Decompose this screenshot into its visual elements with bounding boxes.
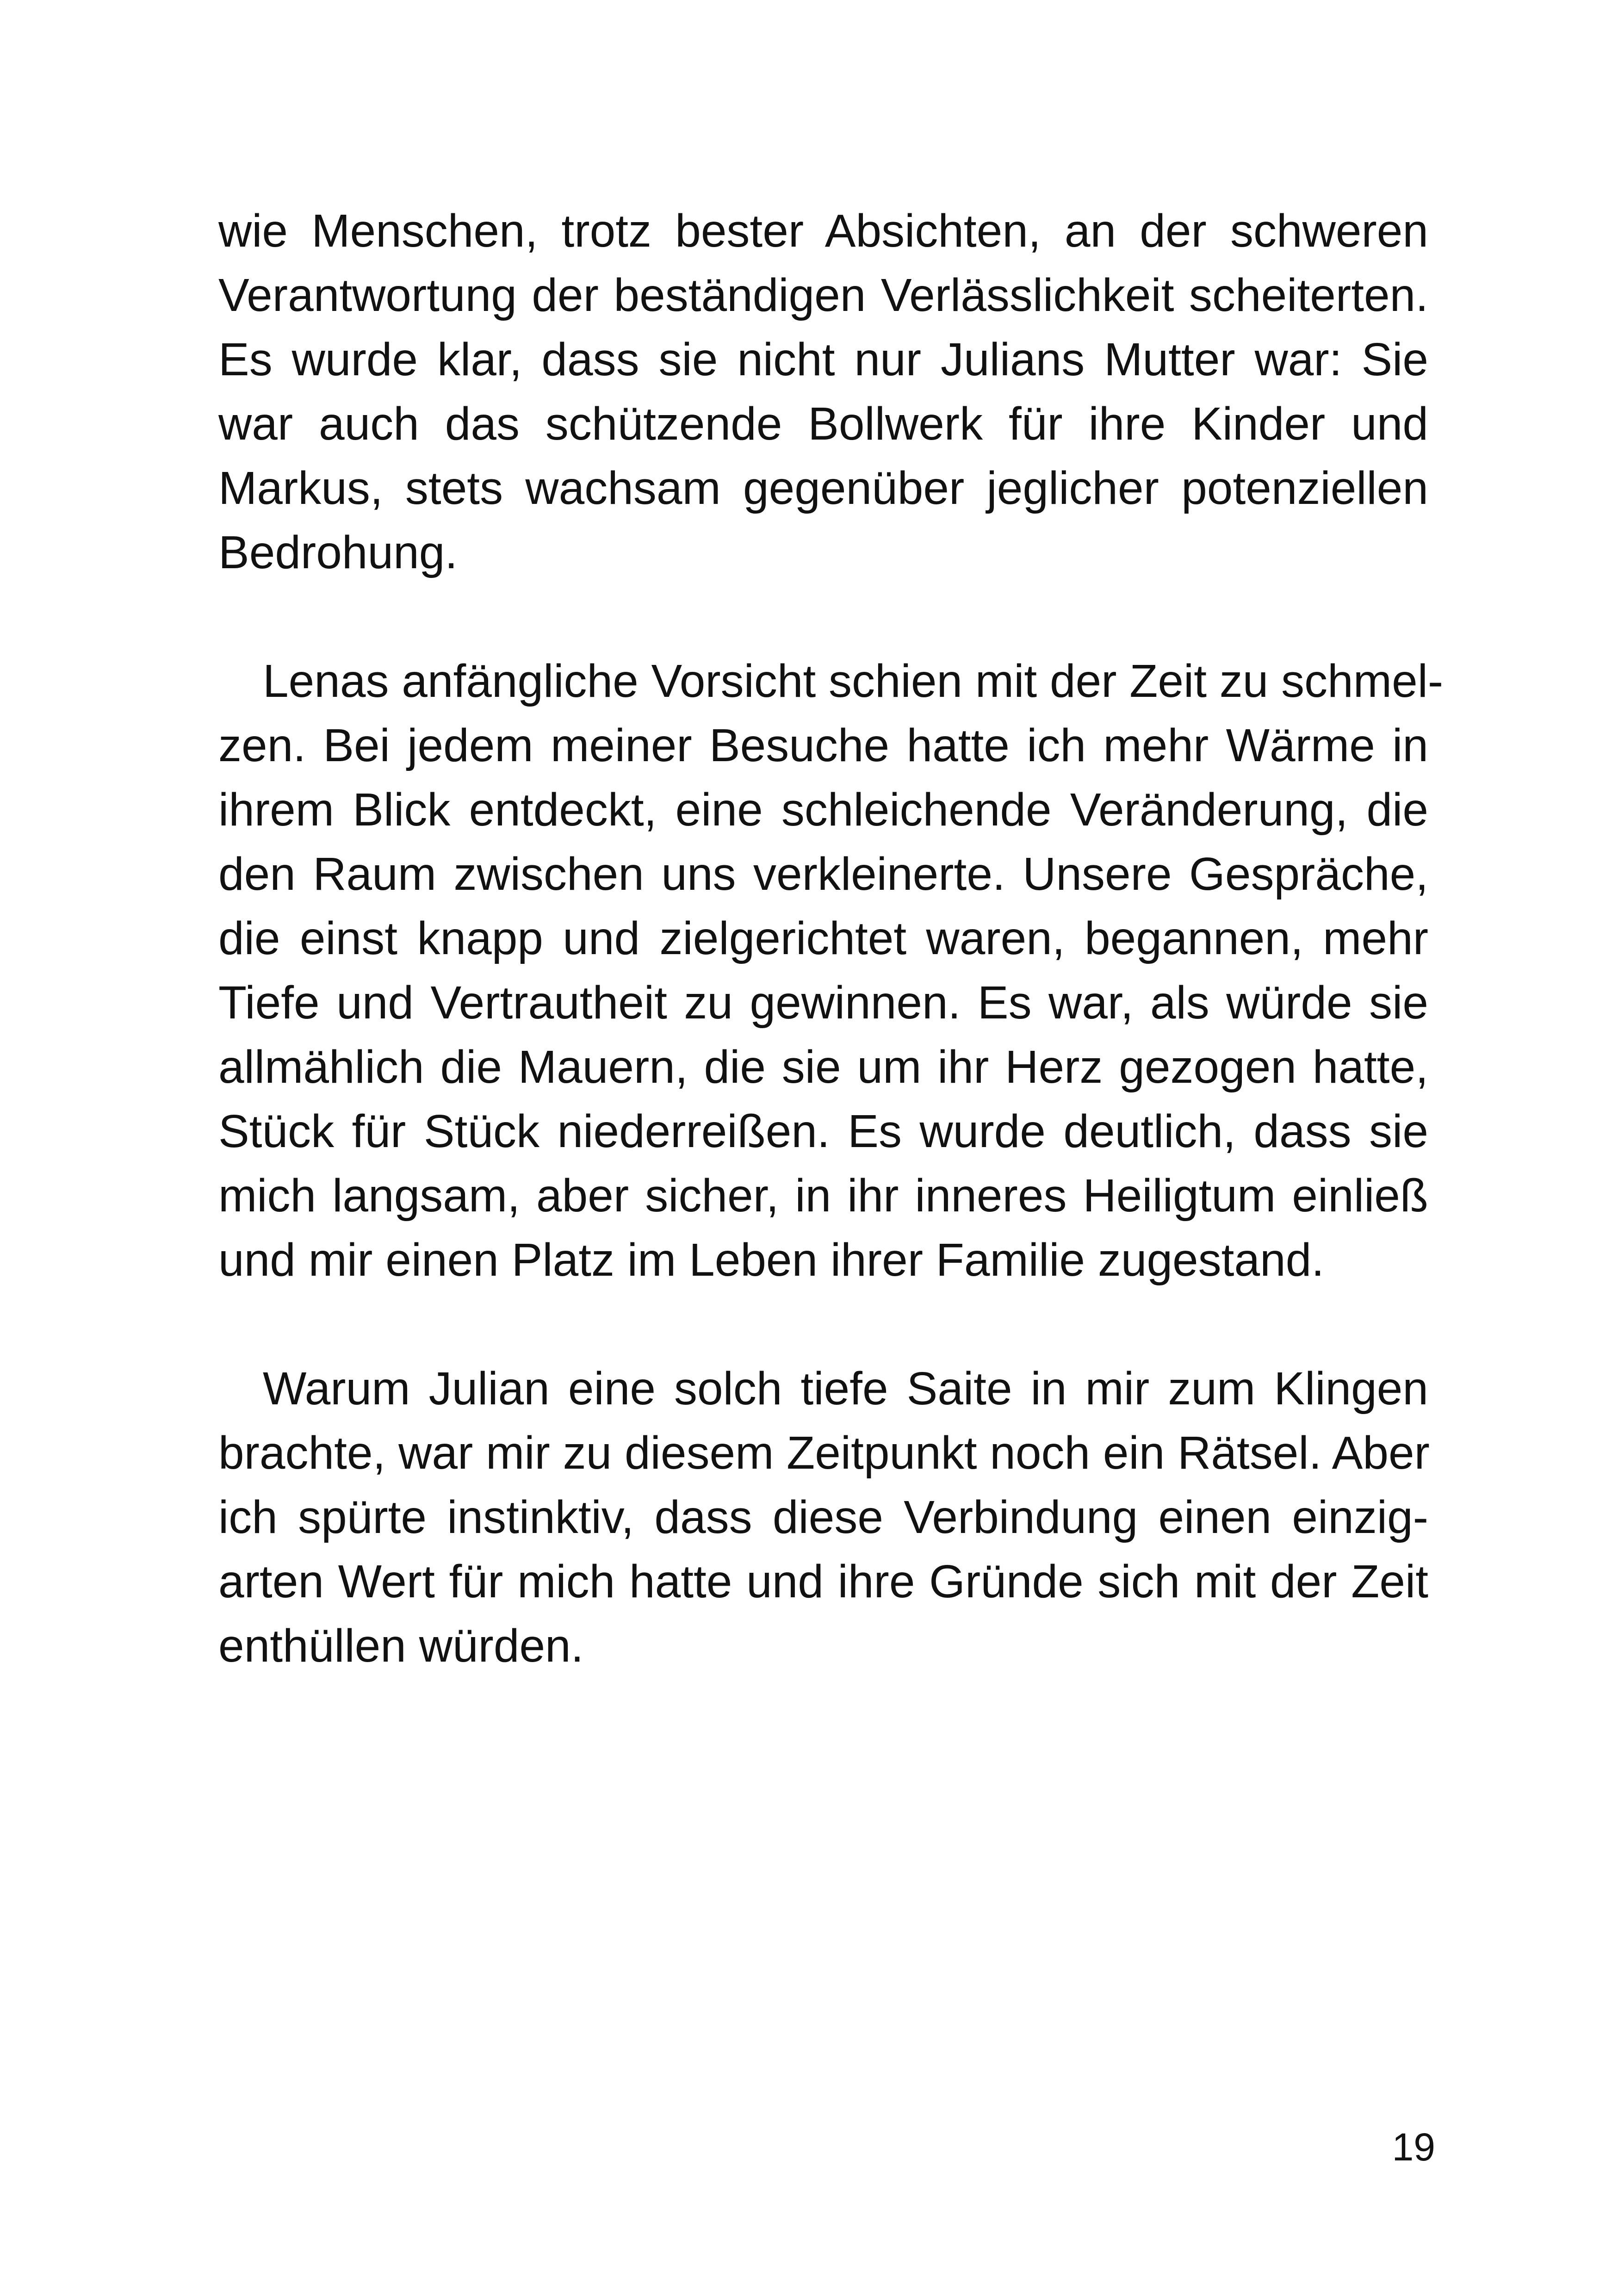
text-line: die einst knapp und zielgerichtet waren, begannen, mehr xyxy=(218,912,1428,964)
text-line: ich spürte instinktiv, dass diese Verbindung einen einzig- xyxy=(218,1491,1428,1543)
text-line: Warum Julian eine solch tiefe Saite in mir zum Klingen xyxy=(263,1363,1428,1415)
text-line: Stück für Stück niederreißen. Es wurde deutlich, dass sie xyxy=(218,1105,1428,1157)
text-line: Tiefe und Vertrautheit zu gewinnen. Es war, als würde sie xyxy=(218,977,1428,1029)
text-line: allmählich die Mauern, die sie um ihr Herz gezogen hatte, xyxy=(218,1041,1428,1093)
text-line: Markus, stets wachsam gegenüber jeglicher potenziellen xyxy=(218,462,1428,514)
text-line: den Raum zwischen uns verkleinerte. Unsere Gespräche, xyxy=(218,848,1428,900)
text-line: ihrem Blick entdeckt, eine schleichende Veränderung, die xyxy=(218,784,1428,836)
text-line: Verantwortung der beständigen Verlässlichkeit scheiterten. xyxy=(218,269,1428,321)
paragraph-gap xyxy=(218,1292,1428,1357)
paragraph-1 xyxy=(218,199,1428,585)
text-line: Bedrohung. xyxy=(218,527,458,578)
text-line: Lenas anfängliche Vorsicht schien mit der Zeit zu schmel- xyxy=(263,655,1444,707)
body-text xyxy=(218,199,1444,1678)
page-number: 19 xyxy=(1392,2125,1435,2169)
text-line: und mir einen Platz im Leben ihrer Familie zugestand. xyxy=(218,1234,1325,1286)
text-line: war auch das schützende Bollwerk für ihre Kinder und xyxy=(218,398,1428,450)
paragraph-gap xyxy=(218,585,1428,649)
text-line: Es wurde klar, dass sie nicht nur Julians Mutter war: Sie xyxy=(218,334,1428,385)
text-line: mich langsam, aber sicher, in ihr inneres Heiligtum einließ xyxy=(218,1170,1428,1222)
text-line: brachte, war mir zu diesem Zeitpunkt noch ein Rätsel. Aber xyxy=(218,1427,1430,1479)
text-line: arten Wert für mich hatte und ihre Gründe sich mit der Zeit xyxy=(218,1556,1428,1607)
paragraph-3 xyxy=(218,1357,1428,1678)
text-line: enthüllen würden. xyxy=(218,1620,584,1672)
text-line: zen. Bei jedem meiner Besuche hatte ich mehr Wärme in xyxy=(218,720,1428,771)
paragraph-2 xyxy=(218,649,1444,1292)
text-line: wie Menschen, trotz bester Absichten, an der schweren xyxy=(218,205,1428,257)
